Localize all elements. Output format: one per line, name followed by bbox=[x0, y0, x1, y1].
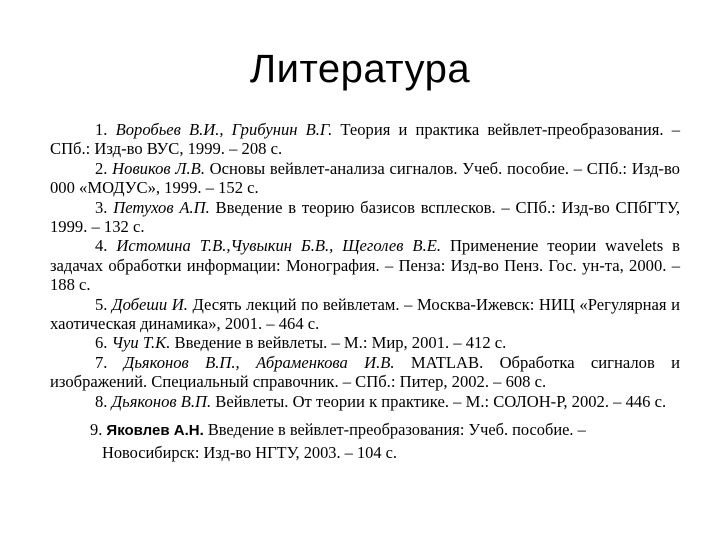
reference-item-7 bbox=[50, 353, 680, 392]
reference-item-4 bbox=[50, 236, 680, 294]
reference-text: Вейвлеты. От теории к практике. – М.: СОЛОН-Р, 2002. – 446 с. bbox=[211, 391, 667, 411]
reference-item-5 bbox=[50, 295, 680, 334]
reference-list bbox=[50, 120, 680, 464]
reference-item-6 bbox=[50, 333, 680, 352]
reference-number: 9. bbox=[90, 420, 103, 440]
reference-number: 3. bbox=[95, 197, 108, 217]
reference-text: Теория и практика вейвлет-преобразования. – СПб.: Изд-во ВУС, 1999. – 208 с. bbox=[50, 120, 680, 159]
reference-number: 6. bbox=[95, 333, 108, 353]
reference-author: Новиков Л.В. bbox=[112, 158, 205, 178]
reference-author: Истомина Т.В.,Чувыкин Б.В., Щеголев В.Е. bbox=[116, 236, 442, 256]
reference-text: Основы вейвлет-анализа сигналов. Учеб. пособие. – СПб.: Изд-во 000 «МОДУС», 1999. – 152 с. bbox=[50, 158, 680, 198]
reference-item-2 bbox=[50, 159, 680, 198]
reference-text: MATLAB. Обработка сигналов и изображений. Специальный справочник. – СПб.: Питер, 2002. – 608 с. bbox=[50, 352, 680, 392]
reference-item-8 bbox=[50, 392, 680, 411]
reference-item-1 bbox=[50, 120, 680, 159]
reference-item-3 bbox=[50, 198, 680, 237]
reference-author: Чуи Т.К. bbox=[111, 333, 171, 353]
reference-number: 5. bbox=[95, 294, 108, 314]
reference-author: Петухов А.П. bbox=[113, 197, 210, 217]
slide-title: Литература bbox=[249, 47, 471, 91]
reference-author: Яковлев А.Н. bbox=[106, 422, 204, 440]
reference-author: Дьяконов В.П., Абраменкова И.В. bbox=[123, 352, 395, 372]
reference-number: 1. bbox=[95, 120, 108, 139]
reference-author: Воробьев В.И., Грибунин В.Г. bbox=[115, 120, 333, 139]
reference-number: 8. bbox=[95, 391, 108, 411]
reference-author: Дьяконов В.П. bbox=[111, 391, 212, 411]
reference-number: 4. bbox=[95, 236, 108, 256]
reference-text: Введение в вейвлет-преобразования: Учеб. пособие. – bbox=[203, 420, 586, 440]
reference-number: 2. bbox=[95, 158, 108, 178]
reference-text: Введение в теорию базисов всплесков. – СПб.: Изд-во СПбГТУ, 1999. – 132 с. bbox=[50, 197, 680, 237]
reference-text: Десять лекций по вейвлетам. – Москва-Ижевск: НИЦ «Регулярная и хаотическая динамика», 2001. – 464 с. bbox=[50, 294, 680, 334]
reference-text: Введение в вейвлеты. – М.: Мир, 2001. – 412 с. bbox=[170, 333, 507, 353]
reference-continuation: Новосибирск: Изд-во НГТУ, 2003. – 104 с. bbox=[102, 443, 398, 463]
reference-text: Применение теории wavelets в задачах обработки информации: Монография. – Пенза: Изд-во Пенз. Гос. ун-та, 2000. – 188 с. bbox=[50, 236, 680, 295]
reference-number: 7. bbox=[95, 352, 108, 372]
reference-item-9 bbox=[90, 419, 684, 464]
reference-author: Добеши И. bbox=[112, 294, 188, 314]
